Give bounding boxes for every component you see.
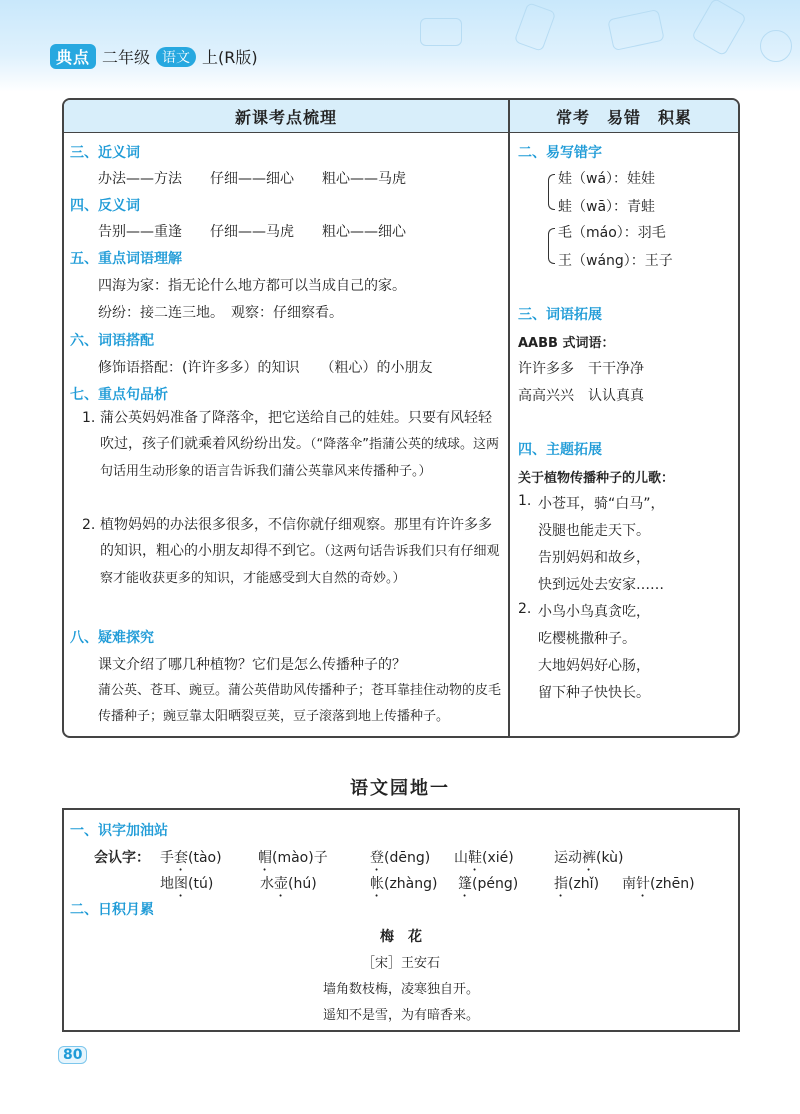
decorative-doodle: [514, 2, 557, 52]
brace-icon: [548, 174, 555, 210]
subject-badge: 语文: [156, 47, 196, 67]
antonym-line: 告别——重逢 仔细——马虎 粗心——细心: [98, 224, 406, 240]
char-pinyin: (mào)子: [272, 850, 328, 866]
item-number: 2.: [518, 601, 532, 617]
rhyme-line: 没腿也能走天下。: [538, 523, 650, 539]
recognize-label: 会认字：: [94, 850, 150, 866]
answer-text: 蒲公英、苍耳、豌豆。蒲公英借助风传播种子；苍耳靠挂住动物的皮毛传播种子；豌豆靠太阳晒裂豆荚，豆子滚落到地上传播种子。: [98, 683, 502, 724]
brace-icon: [548, 228, 555, 264]
item-number: 1.: [82, 410, 96, 426]
char-item: [622, 873, 695, 900]
garden-title: 语文园地一: [350, 778, 450, 799]
char-target: 指: [554, 876, 568, 892]
synonym-line: 办法——方法 仔细——细心 粗心——马虎: [98, 171, 406, 187]
char-target: 裤: [582, 850, 596, 866]
rhyme-line: 留下种子快快长。: [538, 685, 650, 701]
left-column-title: 新课考点梳理: [64, 100, 508, 133]
rhyme-line: 大地妈妈好心肠，: [538, 658, 650, 674]
poem-line: 遥知不是雪，为有暗香来。: [322, 1008, 479, 1023]
section-heading: 七、重点句品析: [70, 387, 168, 403]
poem-line: 墙角数枝梅，凌寒独自开。: [322, 982, 479, 997]
word-meaning-line: 四海为家：指无论什么地方都可以当成自己的家。: [98, 278, 406, 294]
sentence-note: （这两句话告诉我们只有仔细观察才能收获更多的知识，才能感受到大自然的奇妙。）: [100, 544, 500, 586]
lesson-review-box: [62, 98, 740, 738]
word-row: 高高兴兴 认认真真: [518, 388, 644, 404]
confusable-word: 娃（wá）：娃娃: [558, 171, 656, 187]
book-brand: [50, 44, 258, 69]
decorative-doodle: [691, 0, 747, 56]
char-pinyin: (tú): [188, 876, 214, 892]
char-item: [260, 873, 317, 900]
char-target: 帐: [370, 876, 384, 892]
char-prefix: 山: [454, 850, 468, 866]
char-prefix: 手: [160, 850, 174, 866]
edition-label: 上(R版): [202, 48, 258, 67]
char-target: 帽: [258, 850, 272, 866]
sentence-text: 植物妈妈的办法很多很多，不信你就仔细观察。那里有许许多多的知识，粗心的小朋友却得不到它。: [100, 517, 492, 559]
section-heading: 五、重点词语理解: [70, 251, 182, 267]
collocation-line: 修饰语搭配：(许许多多）的知识 （粗心）的小朋友: [98, 360, 433, 376]
char-item: [454, 847, 514, 874]
char-item: [258, 847, 328, 874]
char-item: [160, 873, 213, 900]
char-pinyin: (dēng): [384, 850, 431, 866]
char-pinyin: (hú): [288, 876, 317, 892]
item-number: 1.: [518, 493, 532, 509]
section-heading: 四、主题拓展: [518, 442, 602, 458]
char-pinyin: (péng): [472, 876, 519, 892]
word-pattern-label: AABB 式词语：: [518, 336, 615, 351]
section-heading: 二、日积月累: [70, 902, 154, 918]
rhyme-line: 小苍耳，骑“白马”，: [538, 496, 665, 512]
right-column-title: 常考 易错 积累: [510, 100, 738, 133]
section-heading: 三、近义词: [70, 145, 140, 161]
sentence-analysis-2: [100, 512, 500, 592]
rhyme-label: 关于植物传播种子的儿歌：: [518, 471, 675, 486]
rhyme-line: 吃樱桃撒种子。: [538, 631, 636, 647]
confusable-word: 毛（máo）：羽毛: [558, 225, 666, 241]
char-pinyin: (zhēn): [650, 876, 695, 892]
confusable-word: 王（wáng）：王子: [558, 253, 673, 269]
rhyme-line: 快到远处去安家……: [538, 577, 664, 593]
sentence-note: （“降落伞”指蒲公英的绒球。这两句话用生动形象的语言告诉我们蒲公英靠风来传播种子。）: [100, 437, 499, 479]
char-prefix: 水: [260, 876, 274, 892]
char-pinyin: (zhǐ): [568, 876, 600, 892]
char-target: 篷: [458, 876, 472, 892]
poem-author: ［宋］王安石: [361, 956, 440, 971]
section-heading: 四、反义词: [70, 198, 140, 214]
language-garden-box: [62, 808, 740, 1032]
confusable-word: 蛙（wā）：青蛙: [558, 199, 656, 215]
char-item: [370, 873, 437, 900]
section-heading: 二、易写错字: [518, 145, 602, 161]
sentence-text: 蒲公英妈妈准备了降落伞，把它送给自己的娃娃。只要有风轻轻吹过，孩子们就乘着风纷纷出发。: [100, 410, 492, 452]
question-line: 课文介绍了哪几种植物？它们是怎么传播种子的？: [98, 657, 406, 673]
decorative-doodle: [420, 18, 462, 46]
section-heading: 三、词语拓展: [518, 307, 602, 323]
char-item: [554, 847, 623, 874]
char-target: 图: [174, 876, 188, 892]
char-pinyin: (zhàng): [384, 876, 438, 892]
rhyme-line: 告别妈妈和故乡，: [538, 550, 650, 566]
word-meaning-line: 纷纷：接二连三地。 观察：仔细察看。: [98, 305, 343, 321]
char-target: 壶: [274, 876, 288, 892]
column-divider: [508, 100, 510, 736]
char-item: [554, 873, 599, 900]
decorative-doodle: [607, 9, 665, 51]
section-heading: 六、词语搭配: [70, 333, 154, 349]
brand-logo: 典点: [50, 44, 96, 69]
char-item: [160, 847, 222, 874]
char-target: 针: [636, 876, 650, 892]
rhyme-line: 小鸟小鸟真贪吃，: [538, 604, 650, 620]
char-prefix: 南: [622, 876, 636, 892]
section-heading: 一、识字加油站: [70, 823, 168, 839]
char-prefix: 地: [160, 876, 174, 892]
grade-label: 二年级: [102, 48, 151, 67]
char-prefix: 运动: [554, 850, 582, 866]
char-pinyin: (xié): [482, 850, 514, 866]
char-item: [458, 873, 518, 900]
char-target: 鞋: [468, 850, 482, 866]
char-target: 登: [370, 850, 384, 866]
char-item: [370, 847, 430, 874]
page-number: 80: [58, 1046, 87, 1064]
section-heading: 八、疑难探究: [70, 630, 154, 646]
char-target: 套: [174, 850, 188, 866]
poem-title: 梅 花: [380, 929, 422, 945]
sentence-analysis-1: [100, 405, 500, 485]
char-pinyin: (tào): [188, 850, 222, 866]
item-number: 2.: [82, 517, 96, 533]
word-row: 许许多多 干干净净: [518, 361, 644, 377]
decorative-doodle: [760, 30, 792, 62]
char-pinyin: (kù): [596, 850, 624, 866]
